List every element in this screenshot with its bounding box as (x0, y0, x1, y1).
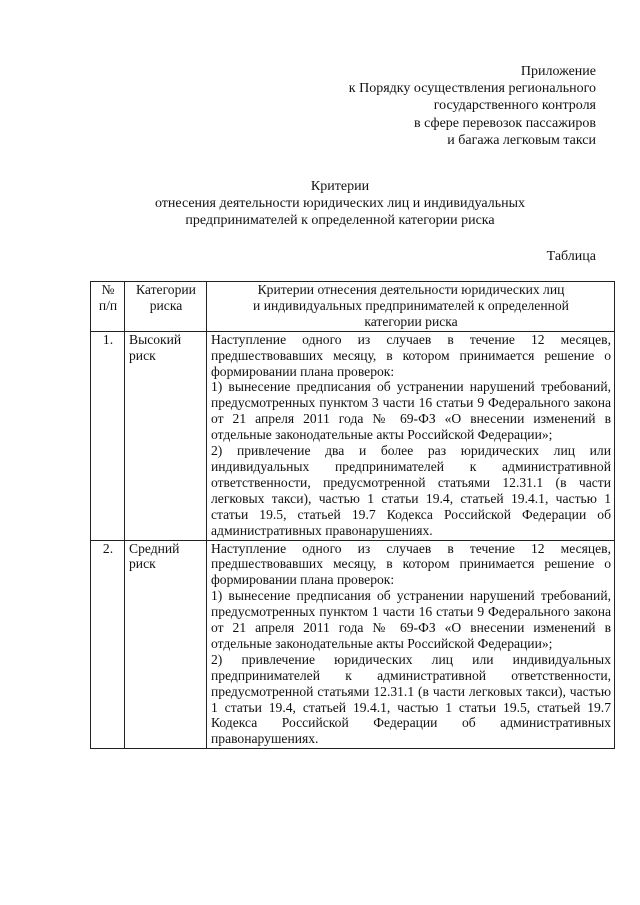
appendix-line: государственного контроля (433, 98, 596, 114)
appendix-line: Приложение (520, 64, 596, 79)
criteria-table (90, 281, 615, 749)
criteria-paragraph: 2) привлечение два и более раз юридических лиц или индивидуальных предпринимателей к административной ответственности, предусмотренной статьями 12.31.1 (в части легковых такси), частью 1 статьи 19.4, статьей 19.4.1, частью 1 статьи 19.5, статьей 19.7 Кодекса Российской Федерации об административных правонарушениях. (211, 443, 611, 538)
heading-subtitle-line: отнесения деятельности юридических лиц и индивидуальных (154, 196, 526, 212)
criteria-paragraph: 1) вынесение предписания об устранении нарушений требований, предусмотренных пунктом 3 части 16 статьи 9 Федерального закона от 21 апреля 2011 года № 69-ФЗ «О внесении изменений в отдельные законодательные акты Российской Федерации»; (211, 379, 611, 443)
table-label: Таблица (546, 249, 596, 264)
criteria-paragraph: 1) вынесение предписания об устранении нарушений требований, предусмотренных пунктом 1 части 16 статьи 9 Федерального закона от 21 апреля 2011 года № 69-ФЗ «О внесении изменений в отдельные законодательные акты Российской Федерации»; (211, 588, 611, 651)
criteria-paragraph: Наступление одного из случаев в течение 12 месяцев, предшествовавших месяцу, в котором принимается решение о формировании плана проверок: (211, 540, 611, 588)
table-row (91, 331, 615, 540)
row-category: Средний риск (125, 540, 207, 749)
heading-title: Критерии (310, 179, 370, 194)
row-number: 1. (91, 331, 125, 540)
row-number: 2. (91, 540, 125, 749)
criteria-paragraph: Наступление одного из случаев в течение 12 месяцев, предшествовавших месяцу, в котором принимается решение о формировании плана проверок: (211, 331, 611, 379)
row-category: Высокий риск (125, 331, 207, 540)
heading-subtitle-line: предпринимателей к определенной категории риска (185, 213, 495, 229)
appendix-block (276, 63, 596, 149)
row-criteria (207, 331, 615, 540)
appendix-line: в сфере перевозок пассажиров (414, 115, 596, 131)
document-heading (90, 178, 590, 230)
header-number: № п/п (91, 282, 125, 332)
appendix-line: к Порядку осуществления регионального (348, 81, 596, 97)
appendix-line: и багажа легковым такси (447, 132, 596, 148)
table-row (91, 540, 615, 749)
criteria-paragraph: 2) привлечение юридических лиц или индивидуальных предпринимателей к административной ответственности, предусмотренной статьями 12.31.1 (в части легковых такси), частью 1 статьи 19.4, статьей 19.4.1, частью 1 статьи 19.5, статьей 19.7 Кодекса Российской Федерации об административных правонарушениях. (211, 651, 611, 747)
header-criteria: Критерии отнесения деятельности юридических лиц и индивидуальных предпринимателей к определенной категории риска (207, 282, 615, 332)
header-category: Категории риска (125, 282, 207, 332)
row-criteria (207, 540, 615, 749)
table-header-row (91, 282, 615, 332)
